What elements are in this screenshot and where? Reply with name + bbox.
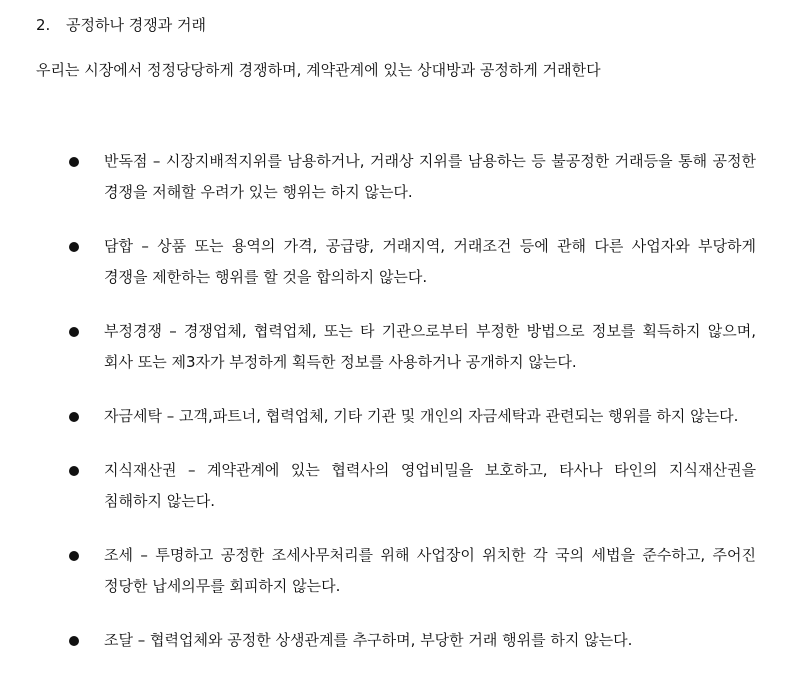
list-item-text: 반독점 – 시장지배적지위를 남용하거나, 거래상 지위를 남용하는 등 불공정한 거래등을 통해 공정한 경쟁을 저해할 우려가 있는 행위는 하지 않는다.: [104, 152, 756, 201]
list-item: [64, 540, 756, 602]
list-item: [64, 231, 756, 293]
bullet-icon: [69, 412, 79, 422]
list-item-text: 지식재산권 – 계약관계에 있는 협력사의 영업비밀을 보호하고, 타사나 타인의 지식재산권을 침해하지 않는다.: [104, 461, 756, 510]
bullet-icon: [69, 636, 79, 646]
list-item-text: 부정경쟁 – 경쟁업체, 협력업체, 또는 타 기관으로부터 부정한 방법으로 정보를 획득하지 않으며, 회사 또는 제3자가 부정하게 획득한 정보를 사용하거나 공개하지 않는다.: [104, 322, 756, 371]
bullet-icon: [69, 327, 79, 337]
list-item-text: 담합 – 상품 또는 용역의 가격, 공급량, 거래지역, 거래조건 등에 관해 다른 사업자와 부당하게 경쟁을 제한하는 행위를 할 것을 합의하지 않는다.: [104, 237, 756, 286]
list-item-text: 조달 – 협력업체와 공정한 상생관계를 추구하며, 부당한 거래 행위를 하지 않는다.: [104, 631, 633, 649]
policy-list: [64, 146, 756, 656]
list-item: [64, 401, 756, 432]
list-item: [64, 625, 756, 656]
list-item: [64, 146, 756, 208]
bullet-icon: [69, 242, 79, 252]
section-intro: 우리는 시장에서 정정당당하게 경쟁하며, 계약관계에 있는 상대방과 공정하게 거래한다: [36, 61, 601, 79]
bullet-icon: [69, 551, 79, 561]
list-item-text: 자금세탁 – 고객,파트너, 협력업체, 기타 기관 및 개인의 자금세탁과 관련되는 행위를 하지 않는다.: [104, 407, 739, 425]
bullet-icon: [69, 157, 79, 167]
section-title: 공정하나 경쟁과 거래: [66, 16, 206, 34]
list-item-text: 조세 – 투명하고 공정한 조세사무처리를 위해 사업장이 위치한 각 국의 세법을 준수하고, 주어진 정당한 납세의무를 회피하지 않는다.: [104, 546, 756, 595]
list-item: [64, 316, 756, 378]
section-heading: [36, 14, 206, 36]
list-item: [64, 455, 756, 517]
bullet-icon: [69, 466, 79, 476]
section-number: 2.: [36, 16, 51, 34]
